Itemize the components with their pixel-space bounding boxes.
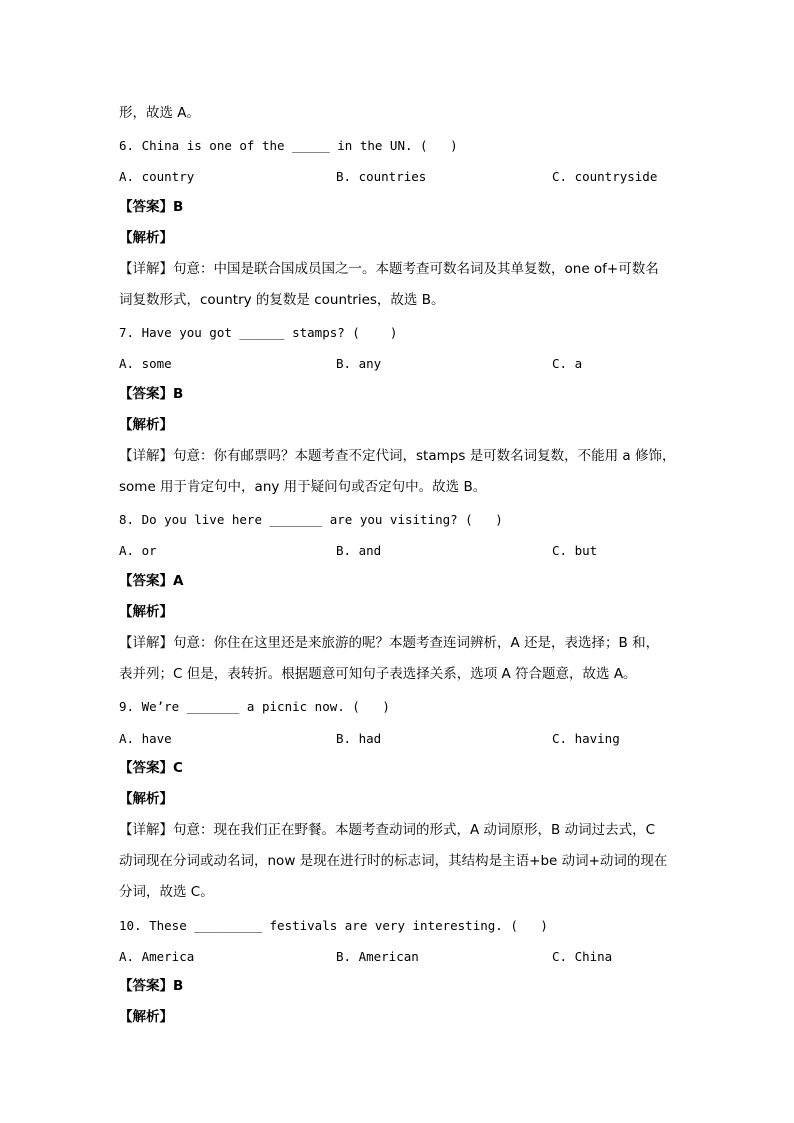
question-8-stem: 8. Do you live here _______ are you visiting? ( )	[119, 512, 503, 527]
question-7-option-a: A. some	[119, 356, 172, 371]
question-10-option-a: A. America	[119, 949, 195, 964]
question-10-analysis-label: 【解析】	[119, 1009, 173, 1025]
question-7-answer: 【答案】B	[119, 386, 184, 402]
question-9-option-c: C. having	[552, 731, 620, 746]
question-7-stem: 7. Have you got ______ stamps? ( )	[119, 325, 398, 340]
question-6-option-a: A. country	[119, 169, 195, 184]
question-9-detail-line-1: 【详解】句意：现在我们正在野餐。本题考查动词的形式，A 动词原形，B 动词过去式，C	[119, 822, 656, 838]
question-6-detail-line-2: 词复数形式，country 的复数是 countries，故选 B。	[119, 292, 445, 308]
question-7-analysis-label: 【解析】	[119, 417, 173, 433]
continuation-text: 形，故选 A。	[119, 105, 201, 121]
question-10-answer: 【答案】B	[119, 978, 184, 994]
question-6-option-b: B. countries	[336, 169, 427, 184]
question-6-detail-line-1: 【详解】句意：中国是联合国成员国之一。本题考查可数名词及其单复数，one of+可数名	[119, 261, 659, 277]
question-7-option-b: B. any	[336, 356, 382, 371]
question-10-option-c: C. China	[552, 949, 613, 964]
question-10-stem: 10. These _________ festivals are very interesting. ( )	[119, 918, 548, 933]
question-8-detail-line-1: 【详解】句意：你住在这里还是来旅游的呢？本题考查连词辨析，A 还是，表选择；B 和，	[119, 635, 660, 651]
question-9-detail-line-2: 动词现在分词或动名词，now 是现在进行时的标志词，其结构是主语+be 动词+动词的现在	[119, 853, 668, 869]
question-8-answer: 【答案】A	[119, 573, 184, 589]
question-8-option-a: A. or	[119, 543, 157, 558]
question-9-option-b: B. had	[336, 731, 382, 746]
question-7-option-c: C. a	[552, 356, 583, 371]
question-9-answer: 【答案】C	[119, 760, 183, 776]
question-7-detail-line-2: some 用于肯定句中，any 用于疑问句或否定句中。故选 B。	[119, 479, 487, 495]
question-9-option-a: A. have	[119, 731, 172, 746]
question-8-analysis-label: 【解析】	[119, 604, 173, 620]
question-6-option-c: C. countryside	[552, 169, 658, 184]
question-8-option-b: B. and	[336, 543, 382, 558]
question-8-detail-line-2: 表并列；C 但是，表转折。根据题意可知句子表选择关系，选项 A 符合题意，故选 A。	[119, 666, 637, 682]
question-9-detail-line-3: 分词，故选 C。	[119, 884, 214, 900]
question-6-analysis-label: 【解析】	[119, 230, 173, 246]
question-6-stem: 6. China is one of the _____ in the UN. ( )	[119, 138, 458, 153]
question-10-option-b: B. American	[336, 949, 419, 964]
question-7-detail-line-1: 【详解】句意：你有邮票吗？本题考查不定代词，stamps 是可数名词复数，不能用 a 修饰，	[119, 448, 676, 464]
question-6-answer: 【答案】B	[119, 199, 184, 215]
question-8-option-c: C. but	[552, 543, 598, 558]
question-9-stem: 9. We’re _______ a picnic now. ( )	[119, 699, 390, 714]
question-9-analysis-label: 【解析】	[119, 791, 173, 807]
